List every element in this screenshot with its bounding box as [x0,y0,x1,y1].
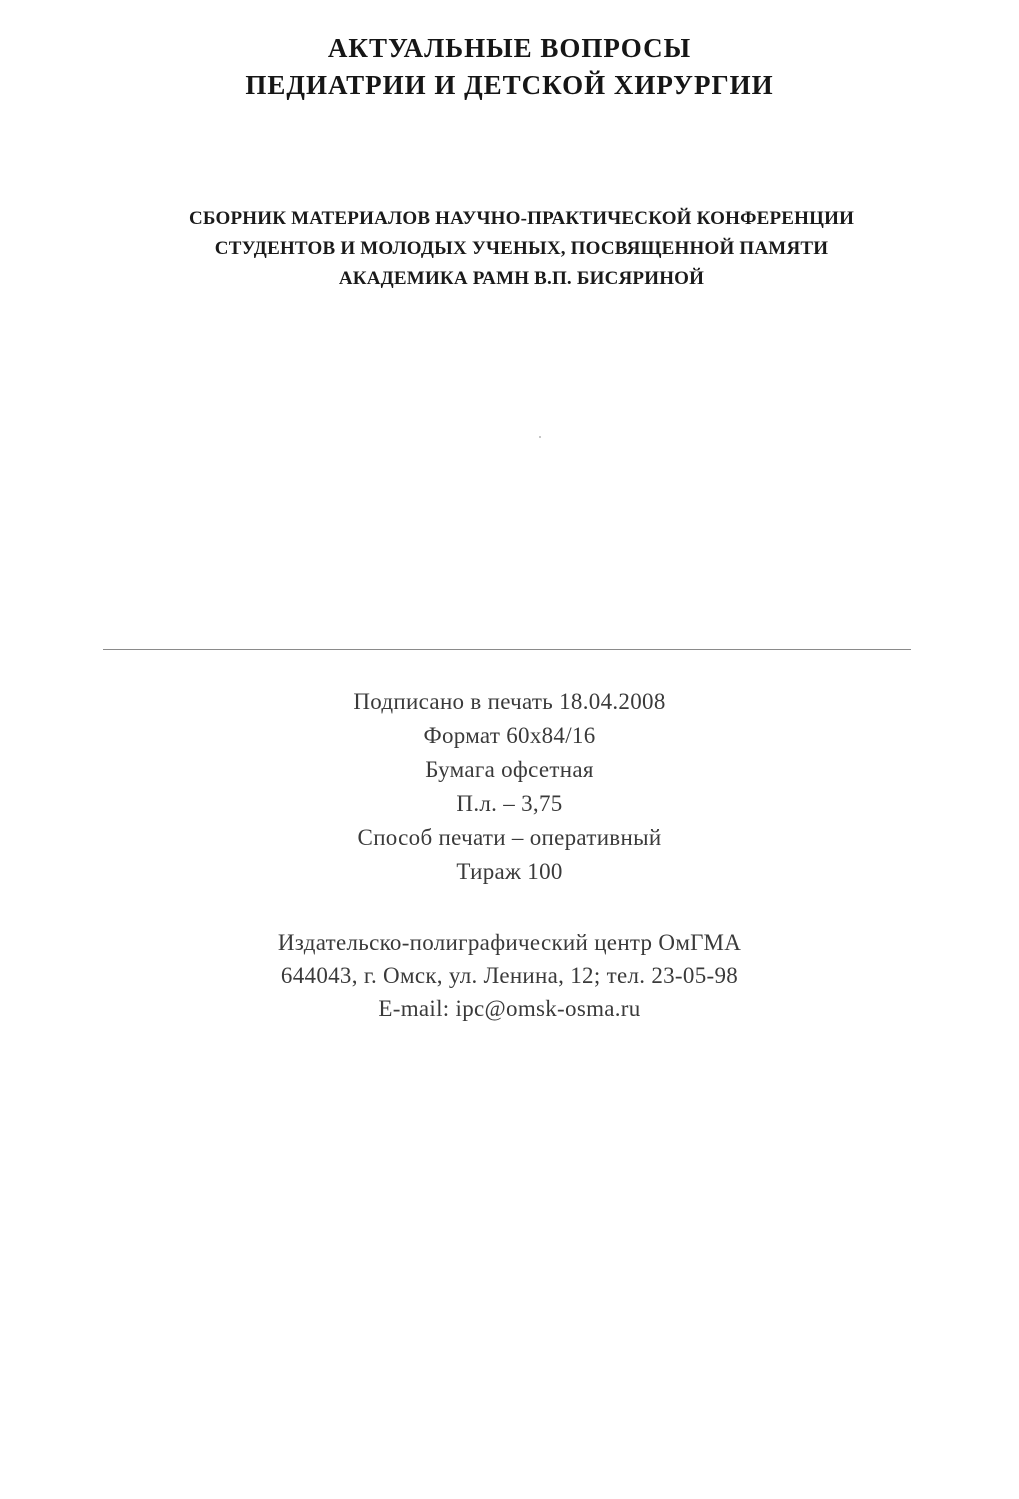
book-subtitle [12,204,1019,294]
book-subtitle-line-2: СТУДЕНТОВ И МОЛОДЫХ УЧЕНЫХ, ПОСВЯЩЕННОЙ ПАМЯТИ [214,238,829,259]
book-title-line-1: АКТУАЛЬНЫЕ ВОПРОСЫ [327,33,692,63]
book-title [0,30,1019,104]
imprint-signed: Подписано в печать 18.04.2008 [353,689,666,714]
book-subtitle-line-3: АКАДЕМИКА РАМН В.П. БИСЯРИНОЙ [338,268,705,289]
publisher-address: 644043, г. Омск, ул. Ленина, 12; тел. 23-05-98 [280,963,739,988]
imprint-details [0,685,1019,889]
publisher-info [0,926,1019,1025]
divider-rule [103,649,911,650]
book-title-line-2: ПЕДИАТРИИ И ДЕТСКОЙ ХИРУРГИИ [245,70,774,100]
book-subtitle-line-1: СБОРНИК МАТЕРИАЛОВ НАУЧНО-ПРАКТИЧЕСКОЙ КОНФЕРЕНЦИИ [188,208,855,229]
imprint-format: Формат 60х84/16 [423,723,596,748]
imprint-paper: Бумага офсетная [425,757,594,782]
scan-speck [539,436,541,438]
publisher-email: E-mail: ipc@omsk-osma.ru [378,996,641,1021]
imprint-sheets: П.л. – 3,75 [456,791,563,816]
publisher-name: Издательско-полиграфический центр ОмГМА [277,930,742,955]
imprint-print-method: Способ печати – оперативный [357,825,662,850]
imprint-circulation: Тираж 100 [456,859,563,884]
